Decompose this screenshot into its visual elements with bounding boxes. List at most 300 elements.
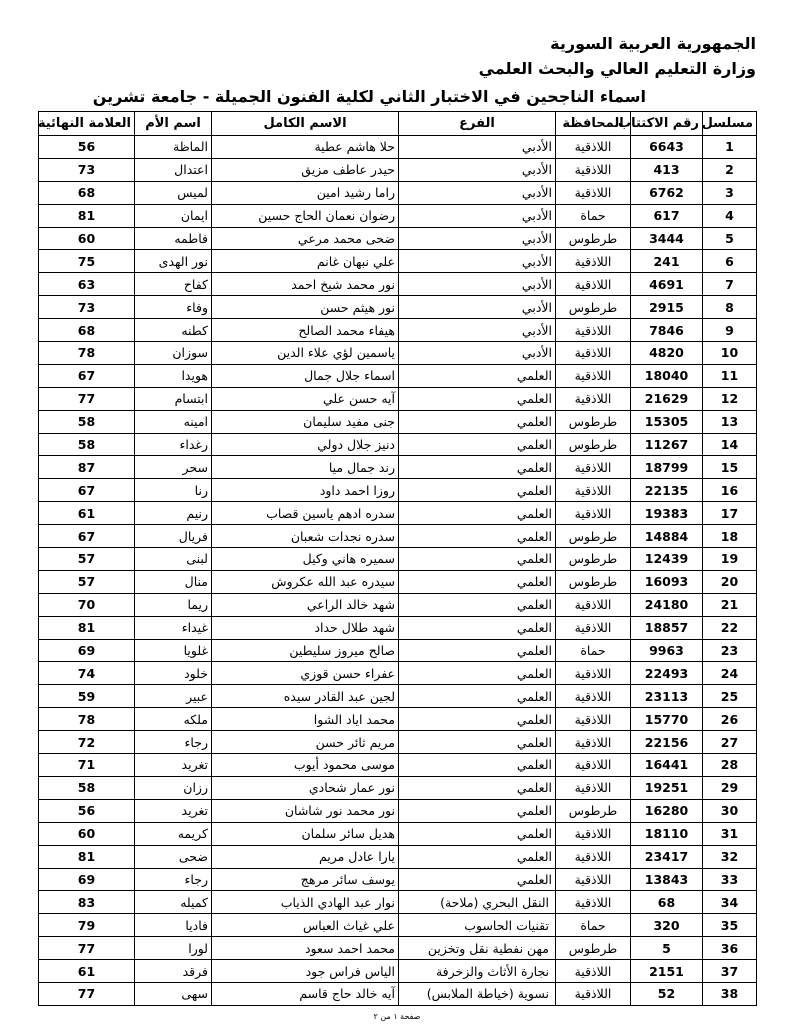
cell-full-name: محمد اياد الشوا xyxy=(212,708,399,731)
cell-full-name: عفراء حسن قوزي xyxy=(212,662,399,685)
cell-governorate: طرطوس xyxy=(556,525,631,548)
cell-serial: 27 xyxy=(703,731,757,754)
cell-branch: العلمي xyxy=(399,799,556,822)
cell-governorate: حماة xyxy=(556,204,631,227)
cell-governorate: اللاذقية xyxy=(556,387,631,410)
cell-branch: العلمي xyxy=(399,845,556,868)
cell-serial: 4 xyxy=(703,204,757,227)
cell-final-grade: 60 xyxy=(39,227,135,250)
table-row xyxy=(39,891,757,914)
cell-final-grade: 56 xyxy=(39,136,135,159)
cell-exam-number: 15305 xyxy=(631,410,703,433)
cell-governorate: اللاذقية xyxy=(556,891,631,914)
cell-governorate: اللاذقية xyxy=(556,685,631,708)
table-row xyxy=(39,754,757,777)
cell-exam-number: 320 xyxy=(631,914,703,937)
cell-serial: 2 xyxy=(703,158,757,181)
cell-mother-name: غيداء xyxy=(135,616,212,639)
cell-full-name: موسى محمود أيوب xyxy=(212,754,399,777)
cell-serial: 26 xyxy=(703,708,757,731)
cell-branch: العلمي xyxy=(399,868,556,891)
cell-governorate: طرطوس xyxy=(556,227,631,250)
cell-governorate: اللاذقية xyxy=(556,342,631,365)
table-row xyxy=(39,342,757,365)
cell-full-name: شهد طلال حداد xyxy=(212,616,399,639)
cell-governorate: اللاذقية xyxy=(556,319,631,342)
table-row xyxy=(39,960,757,983)
cell-exam-number: 23417 xyxy=(631,845,703,868)
table-row xyxy=(39,158,757,181)
cell-final-grade: 69 xyxy=(39,639,135,662)
cell-mother-name: عبير xyxy=(135,685,212,708)
cell-full-name: روزا احمد داود xyxy=(212,479,399,502)
cell-exam-number: 617 xyxy=(631,204,703,227)
cell-mother-name: فريال xyxy=(135,525,212,548)
table-row xyxy=(39,502,757,525)
cell-exam-number: 52 xyxy=(631,982,703,1005)
cell-exam-number: 3444 xyxy=(631,227,703,250)
cell-mother-name: لورا xyxy=(135,937,212,960)
cell-exam-number: 12439 xyxy=(631,548,703,571)
cell-full-name: آيه حسن علي xyxy=(212,387,399,410)
cell-mother-name: سوزان xyxy=(135,342,212,365)
cell-final-grade: 56 xyxy=(39,799,135,822)
cell-serial: 15 xyxy=(703,456,757,479)
table-row xyxy=(39,570,757,593)
cell-final-grade: 57 xyxy=(39,548,135,571)
cell-serial: 38 xyxy=(703,982,757,1005)
cell-exam-number: 16093 xyxy=(631,570,703,593)
document-title: اسماء الناجحين في الاختبار الثاني لكلية الفنون الجميلة - جامعة تشرين xyxy=(92,87,646,106)
cell-serial: 36 xyxy=(703,937,757,960)
cell-exam-number: 19383 xyxy=(631,502,703,525)
cell-serial: 10 xyxy=(703,342,757,365)
cell-serial: 22 xyxy=(703,616,757,639)
cell-final-grade: 59 xyxy=(39,685,135,708)
table-row xyxy=(39,227,757,250)
cell-governorate: اللاذقية xyxy=(556,776,631,799)
cell-mother-name: كميله xyxy=(135,891,212,914)
cell-mother-name: اعتدال xyxy=(135,158,212,181)
cell-governorate: اللاذقية xyxy=(556,158,631,181)
header-mother-name: اسم الأم xyxy=(135,112,212,136)
cell-full-name: نور عمار شحادي xyxy=(212,776,399,799)
cell-exam-number: 14884 xyxy=(631,525,703,548)
cell-full-name: علي نبهان غانم xyxy=(212,250,399,273)
table-row xyxy=(39,616,757,639)
header-serial: مسلسل xyxy=(703,112,757,136)
cell-governorate: اللاذقية xyxy=(556,250,631,273)
table-row xyxy=(39,548,757,571)
cell-branch: العلمي xyxy=(399,662,556,685)
cell-branch: العلمي xyxy=(399,456,556,479)
cell-full-name: سدره نجدات شعبان xyxy=(212,525,399,548)
cell-governorate: اللاذقية xyxy=(556,456,631,479)
cell-full-name: ضحى محمد مرعي xyxy=(212,227,399,250)
table-row xyxy=(39,319,757,342)
cell-serial: 21 xyxy=(703,593,757,616)
table-row xyxy=(39,479,757,502)
cell-exam-number: 18110 xyxy=(631,822,703,845)
cell-serial: 25 xyxy=(703,685,757,708)
cell-governorate: اللاذقية xyxy=(556,136,631,159)
cell-serial: 23 xyxy=(703,639,757,662)
cell-exam-number: 6762 xyxy=(631,181,703,204)
cell-serial: 18 xyxy=(703,525,757,548)
cell-branch: العلمي xyxy=(399,433,556,456)
cell-final-grade: 70 xyxy=(39,593,135,616)
cell-serial: 12 xyxy=(703,387,757,410)
cell-mother-name: ملكه xyxy=(135,708,212,731)
cell-exam-number: 22493 xyxy=(631,662,703,685)
cell-exam-number: 2915 xyxy=(631,296,703,319)
cell-full-name: نور محمد شيخ احمد xyxy=(212,273,399,296)
cell-governorate: اللاذقية xyxy=(556,960,631,983)
cell-serial: 3 xyxy=(703,181,757,204)
cell-full-name: نوار عبد الهادي الذياب xyxy=(212,891,399,914)
header-exam-number: رقم الاكتتاب xyxy=(631,112,703,136)
cell-final-grade: 58 xyxy=(39,433,135,456)
cell-mother-name: ريما xyxy=(135,593,212,616)
cell-branch: العلمي xyxy=(399,639,556,662)
cell-mother-name: غلويا xyxy=(135,639,212,662)
cell-full-name: يارا عادل مريم xyxy=(212,845,399,868)
cell-full-name: سدره ادهم ياسين قصاب xyxy=(212,502,399,525)
cell-exam-number: 16280 xyxy=(631,799,703,822)
cell-governorate: طرطوس xyxy=(556,296,631,319)
cell-exam-number: 15770 xyxy=(631,708,703,731)
cell-final-grade: 61 xyxy=(39,502,135,525)
cell-mother-name: فاديا xyxy=(135,914,212,937)
cell-branch: العلمي xyxy=(399,822,556,845)
cell-branch: العلمي xyxy=(399,754,556,777)
cell-branch: العلمي xyxy=(399,387,556,410)
cell-exam-number: 68 xyxy=(631,891,703,914)
cell-final-grade: 75 xyxy=(39,250,135,273)
table-row xyxy=(39,708,757,731)
cell-exam-number: 18857 xyxy=(631,616,703,639)
cell-final-grade: 69 xyxy=(39,868,135,891)
cell-serial: 33 xyxy=(703,868,757,891)
cell-exam-number: 9963 xyxy=(631,639,703,662)
cell-governorate: اللاذقية xyxy=(556,181,631,204)
cell-exam-number: 7846 xyxy=(631,319,703,342)
cell-mother-name: رنيم xyxy=(135,502,212,525)
cell-governorate: طرطوس xyxy=(556,570,631,593)
cell-branch: الأدبي xyxy=(399,204,556,227)
table-row xyxy=(39,273,757,296)
cell-full-name: محمد احمد سعود xyxy=(212,937,399,960)
cell-full-name: هيفاء محمد الصالح xyxy=(212,319,399,342)
cell-final-grade: 73 xyxy=(39,158,135,181)
cell-governorate: اللاذقية xyxy=(556,731,631,754)
cell-branch: الأدبي xyxy=(399,158,556,181)
results-table xyxy=(38,111,757,1006)
cell-final-grade: 58 xyxy=(39,776,135,799)
table-row xyxy=(39,296,757,319)
cell-exam-number: 4820 xyxy=(631,342,703,365)
table-row xyxy=(39,593,757,616)
cell-governorate: اللاذقية xyxy=(556,822,631,845)
cell-final-grade: 57 xyxy=(39,570,135,593)
cell-mother-name: رغداء xyxy=(135,433,212,456)
cell-exam-number: 22135 xyxy=(631,479,703,502)
cell-branch: العلمي xyxy=(399,708,556,731)
cell-full-name: صالح ميروز سليطين xyxy=(212,639,399,662)
cell-final-grade: 60 xyxy=(39,822,135,845)
table-row xyxy=(39,387,757,410)
cell-final-grade: 58 xyxy=(39,410,135,433)
cell-full-name: حيدر عاطف مزيق xyxy=(212,158,399,181)
cell-branch: مهن نفطية نقل وتخزين xyxy=(399,937,556,960)
cell-exam-number: 18040 xyxy=(631,364,703,387)
header-final-grade: العلامة النهائية xyxy=(39,112,135,136)
cell-serial: 13 xyxy=(703,410,757,433)
cell-governorate: طرطوس xyxy=(556,548,631,571)
table-row xyxy=(39,731,757,754)
cell-branch: نجارة الأثاث والزخرفة xyxy=(399,960,556,983)
cell-branch: الأدبي xyxy=(399,181,556,204)
cell-governorate: اللاذقية xyxy=(556,479,631,502)
cell-serial: 35 xyxy=(703,914,757,937)
table-row xyxy=(39,776,757,799)
cell-branch: العلمي xyxy=(399,502,556,525)
cell-governorate: اللاذقية xyxy=(556,982,631,1005)
cell-branch: العلمي xyxy=(399,548,556,571)
cell-branch: نسوية (خياطة الملابس) xyxy=(399,982,556,1005)
cell-mother-name: كريمه xyxy=(135,822,212,845)
cell-serial: 1 xyxy=(703,136,757,159)
cell-exam-number: 16441 xyxy=(631,754,703,777)
cell-exam-number: 13843 xyxy=(631,868,703,891)
cell-full-name: هديل سائر سلمان xyxy=(212,822,399,845)
table-row xyxy=(39,364,757,387)
cell-serial: 17 xyxy=(703,502,757,525)
table-row xyxy=(39,868,757,891)
cell-serial: 7 xyxy=(703,273,757,296)
cell-final-grade: 63 xyxy=(39,273,135,296)
ministry-title: وزارة التعليم العالي والبحث العلمي xyxy=(478,59,756,78)
cell-full-name: شهد خالد الراعي xyxy=(212,593,399,616)
cell-mother-name: فاطمه xyxy=(135,227,212,250)
cell-full-name: مريم ثائر حسن xyxy=(212,731,399,754)
cell-serial: 34 xyxy=(703,891,757,914)
cell-final-grade: 81 xyxy=(39,204,135,227)
table-row xyxy=(39,845,757,868)
cell-branch: الأدبي xyxy=(399,250,556,273)
cell-final-grade: 77 xyxy=(39,982,135,1005)
header-governorate: المحافظة xyxy=(556,112,631,136)
cell-serial: 16 xyxy=(703,479,757,502)
cell-governorate: اللاذقية xyxy=(556,708,631,731)
cell-branch: العلمي xyxy=(399,479,556,502)
cell-mother-name: كطنه xyxy=(135,319,212,342)
cell-branch: الأدبي xyxy=(399,136,556,159)
table-row xyxy=(39,250,757,273)
cell-full-name: راما رشيد امين xyxy=(212,181,399,204)
cell-full-name: رند جمال ميا xyxy=(212,456,399,479)
cell-serial: 29 xyxy=(703,776,757,799)
table-row xyxy=(39,136,757,159)
cell-full-name: ياسمين لؤي علاء الدين xyxy=(212,342,399,365)
cell-mother-name: سحر xyxy=(135,456,212,479)
cell-final-grade: 73 xyxy=(39,296,135,319)
cell-governorate: طرطوس xyxy=(556,433,631,456)
cell-serial: 19 xyxy=(703,548,757,571)
cell-serial: 14 xyxy=(703,433,757,456)
header-full-name: الاسم الكامل xyxy=(212,112,399,136)
cell-serial: 24 xyxy=(703,662,757,685)
cell-mother-name: سهى xyxy=(135,982,212,1005)
cell-exam-number: 6643 xyxy=(631,136,703,159)
table-row xyxy=(39,662,757,685)
cell-full-name: الياس فراس جود xyxy=(212,960,399,983)
cell-exam-number: 2151 xyxy=(631,960,703,983)
cell-mother-name: تغريد xyxy=(135,799,212,822)
cell-exam-number: 18799 xyxy=(631,456,703,479)
cell-serial: 11 xyxy=(703,364,757,387)
cell-full-name: حلا هاشم عطية xyxy=(212,136,399,159)
cell-governorate: اللاذقية xyxy=(556,364,631,387)
cell-governorate: طرطوس xyxy=(556,799,631,822)
table-row xyxy=(39,639,757,662)
cell-mother-name: ضحى xyxy=(135,845,212,868)
cell-exam-number: 22156 xyxy=(631,731,703,754)
cell-mother-name: خلود xyxy=(135,662,212,685)
cell-mother-name: منال xyxy=(135,570,212,593)
cell-serial: 37 xyxy=(703,960,757,983)
table-header-row xyxy=(39,112,757,136)
cell-branch: الأدبي xyxy=(399,296,556,319)
cell-mother-name: لميس xyxy=(135,181,212,204)
cell-serial: 28 xyxy=(703,754,757,777)
cell-mother-name: ايمان xyxy=(135,204,212,227)
table-row xyxy=(39,799,757,822)
cell-full-name: نور محمد نور شاشان xyxy=(212,799,399,822)
cell-mother-name: رزان xyxy=(135,776,212,799)
cell-full-name: لجين عبد القادر سيده xyxy=(212,685,399,708)
cell-mother-name: تغريد xyxy=(135,754,212,777)
cell-final-grade: 68 xyxy=(39,181,135,204)
cell-full-name: يوسف سائر مرهج xyxy=(212,868,399,891)
cell-mother-name: لبنى xyxy=(135,548,212,571)
table-row xyxy=(39,822,757,845)
cell-branch: العلمي xyxy=(399,570,556,593)
table-row xyxy=(39,181,757,204)
cell-final-grade: 79 xyxy=(39,914,135,937)
cell-governorate: اللاذقية xyxy=(556,502,631,525)
cell-final-grade: 67 xyxy=(39,364,135,387)
cell-full-name: سيدره عبد الله عكروش xyxy=(212,570,399,593)
cell-governorate: طرطوس xyxy=(556,937,631,960)
cell-governorate: اللاذقية xyxy=(556,868,631,891)
cell-mother-name: رنا xyxy=(135,479,212,502)
cell-serial: 5 xyxy=(703,227,757,250)
cell-mother-name: الماظة xyxy=(135,136,212,159)
cell-mother-name: رجاء xyxy=(135,868,212,891)
table-body xyxy=(39,136,757,1006)
cell-branch: العلمي xyxy=(399,776,556,799)
cell-branch: العلمي xyxy=(399,525,556,548)
cell-final-grade: 74 xyxy=(39,662,135,685)
header-branch: الفرع xyxy=(399,112,556,136)
cell-serial: 6 xyxy=(703,250,757,273)
cell-full-name: اسماء جلال جمال xyxy=(212,364,399,387)
cell-governorate: حماة xyxy=(556,914,631,937)
cell-mother-name: فرقد xyxy=(135,960,212,983)
table-row xyxy=(39,410,757,433)
cell-governorate: اللاذقية xyxy=(556,593,631,616)
cell-full-name: آيه خالد حاج قاسم xyxy=(212,982,399,1005)
cell-mother-name: كفاح xyxy=(135,273,212,296)
cell-mother-name: امينه xyxy=(135,410,212,433)
cell-final-grade: 67 xyxy=(39,525,135,548)
cell-final-grade: 71 xyxy=(39,754,135,777)
cell-full-name: علي غياث العباس xyxy=(212,914,399,937)
cell-final-grade: 83 xyxy=(39,891,135,914)
cell-final-grade: 81 xyxy=(39,616,135,639)
cell-governorate: اللاذقية xyxy=(556,273,631,296)
republic-title: الجمهورية العربية السورية xyxy=(550,34,756,53)
cell-full-name: نور هيثم حسن xyxy=(212,296,399,319)
table-row xyxy=(39,456,757,479)
cell-final-grade: 67 xyxy=(39,479,135,502)
cell-exam-number: 413 xyxy=(631,158,703,181)
cell-final-grade: 72 xyxy=(39,731,135,754)
cell-final-grade: 81 xyxy=(39,845,135,868)
cell-governorate: حماة xyxy=(556,639,631,662)
cell-full-name: جنى مفيد سليمان xyxy=(212,410,399,433)
cell-serial: 31 xyxy=(703,822,757,845)
cell-full-name: رضوان نعمان الحاج حسين xyxy=(212,204,399,227)
cell-branch: العلمي xyxy=(399,364,556,387)
cell-full-name: سميره هاني وكيل xyxy=(212,548,399,571)
cell-exam-number: 21629 xyxy=(631,387,703,410)
cell-mother-name: ابتسام xyxy=(135,387,212,410)
cell-serial: 30 xyxy=(703,799,757,822)
cell-mother-name: نور الهدى xyxy=(135,250,212,273)
table-row xyxy=(39,914,757,937)
cell-exam-number: 11267 xyxy=(631,433,703,456)
cell-governorate: اللاذقية xyxy=(556,616,631,639)
cell-final-grade: 78 xyxy=(39,342,135,365)
cell-mother-name: هويدا xyxy=(135,364,212,387)
cell-branch: العلمي xyxy=(399,410,556,433)
cell-serial: 32 xyxy=(703,845,757,868)
cell-mother-name: وفاء xyxy=(135,296,212,319)
cell-final-grade: 77 xyxy=(39,387,135,410)
cell-final-grade: 87 xyxy=(39,456,135,479)
cell-exam-number: 24180 xyxy=(631,593,703,616)
cell-governorate: اللاذقية xyxy=(556,845,631,868)
table-row xyxy=(39,433,757,456)
cell-exam-number: 5 xyxy=(631,937,703,960)
page-number: صفحة ١ من ٢ xyxy=(373,1012,421,1021)
cell-final-grade: 78 xyxy=(39,708,135,731)
cell-final-grade: 68 xyxy=(39,319,135,342)
cell-branch: الأدبي xyxy=(399,273,556,296)
cell-governorate: اللاذقية xyxy=(556,754,631,777)
cell-final-grade: 77 xyxy=(39,937,135,960)
table-row xyxy=(39,937,757,960)
table-row xyxy=(39,685,757,708)
cell-branch: العلمي xyxy=(399,593,556,616)
cell-serial: 9 xyxy=(703,319,757,342)
cell-branch: الأدبي xyxy=(399,319,556,342)
cell-branch: الأدبي xyxy=(399,342,556,365)
table-row xyxy=(39,525,757,548)
table-row xyxy=(39,204,757,227)
